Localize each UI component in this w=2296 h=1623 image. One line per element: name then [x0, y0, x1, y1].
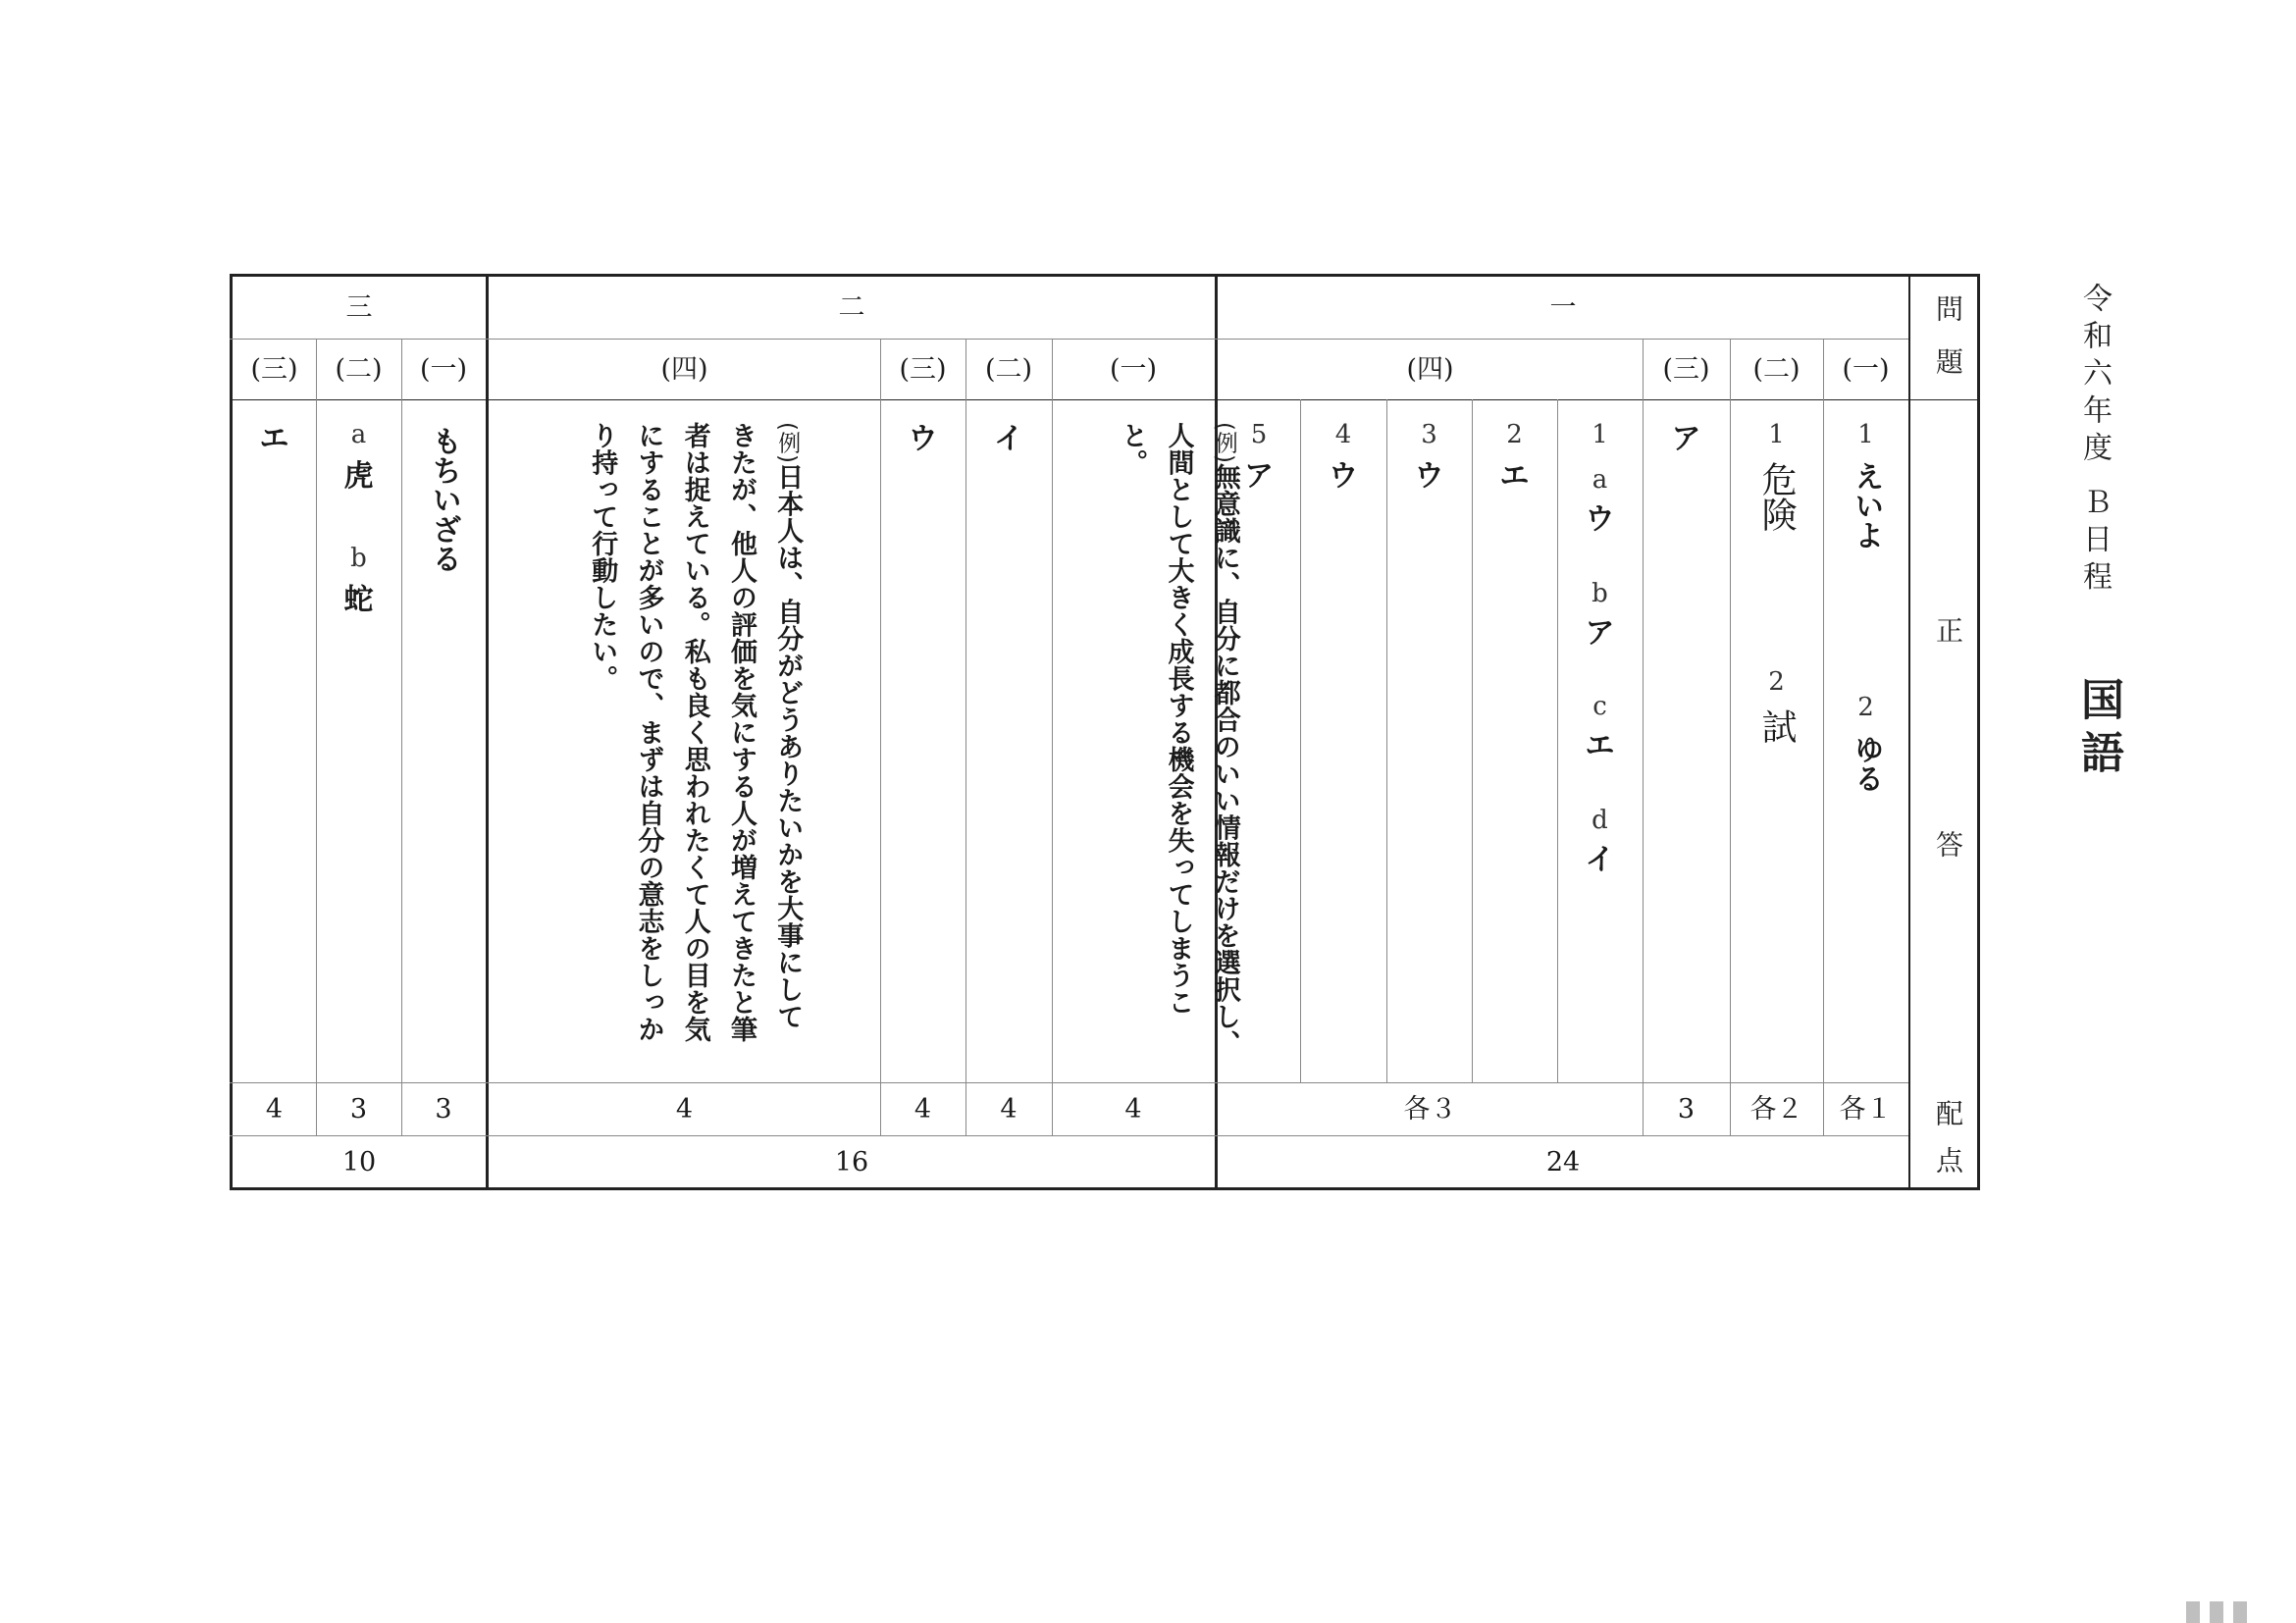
answer-text: ウ [1329, 459, 1358, 494]
divider-san-ni [486, 274, 489, 1190]
answer-text: エ [1585, 729, 1615, 763]
section-header-san: 三 [345, 292, 373, 323]
answer-ichi-3 [1643, 410, 1730, 1079]
answer-text: えいよ [1849, 461, 1884, 550]
exam-title: 令和六年度 Ｂ日程 [2077, 283, 2112, 599]
subheader-ichi-4: (四) [1406, 354, 1454, 385]
subheader-ni-1: (一) [1109, 354, 1158, 385]
section-header-ni: 二 [838, 292, 865, 323]
answer-san-2 [316, 410, 401, 1079]
item-label: 2 [1857, 693, 1874, 722]
answer-text: 試 [1756, 708, 1798, 744]
points-ni-3: 4 [913, 1094, 932, 1125]
essay-line: 日本人は、自分がどうありたいかを大事にして [772, 463, 804, 1030]
answer-text: 蛇 [343, 582, 374, 617]
total-san: 10 [341, 1146, 377, 1178]
answer-ni-2 [965, 410, 1052, 1079]
points-ni-1: 4 [1124, 1094, 1142, 1125]
answer-ichi-4-1 [1557, 410, 1643, 1079]
answer-text: ア [1244, 459, 1274, 494]
answer-text: エ [259, 422, 289, 456]
answer-text: イ [1585, 842, 1615, 877]
row-line-subheaders [230, 399, 1980, 400]
example-marker: (例) [1211, 422, 1237, 464]
item-label: a [1592, 465, 1608, 495]
points-ichi-2: 各２ [1749, 1094, 1803, 1125]
points-san-3: 4 [265, 1094, 284, 1125]
label-mondai: 問題 [1932, 294, 1964, 400]
subheader-ni-4: (四) [660, 354, 708, 385]
answer-text: 危険 [1756, 461, 1798, 532]
answer-ni-3 [880, 410, 965, 1079]
item-label: c [1592, 692, 1607, 721]
item-label: 5 [1250, 420, 1268, 449]
subheader-ni-3: (三) [899, 354, 947, 385]
points-san-1: 3 [435, 1094, 452, 1125]
page-mark [2233, 1601, 2247, 1623]
subheader-ichi-1: (一) [1842, 354, 1890, 385]
points-ni-4: 4 [675, 1094, 694, 1125]
label-haiten: 配点 [1932, 1099, 1964, 1193]
col-line [1052, 339, 1053, 1135]
label-seitou: 正答 [1932, 616, 1964, 1044]
answer-text: ウ [1585, 502, 1615, 537]
answer-text: 虎 [343, 459, 374, 494]
answer-text: ア [1671, 422, 1701, 456]
essay-line: 人間として大きく成長する機会を失ってしまうこ [1163, 422, 1194, 1016]
answer-ni-4 [579, 422, 810, 1070]
answer-ichi-1 [1823, 410, 1908, 1079]
answer-ichi-2 [1730, 410, 1823, 1079]
answer-ni-1 [1109, 422, 1248, 1070]
answer-san-3 [233, 410, 316, 1079]
answer-text: ウ [1414, 459, 1444, 494]
item-label: d [1592, 805, 1608, 835]
points-ichi-3: 3 [1677, 1094, 1696, 1125]
answer-text: ウ [908, 422, 938, 456]
subject-title: 国語 [2073, 677, 2123, 783]
subheader-ichi-3: (三) [1662, 354, 1710, 385]
essay-line: 者は捉えている。私も良く思われたくて人の目を気 [679, 422, 710, 1043]
table-border-bottom [230, 1187, 1980, 1190]
answer-text: ア [1585, 615, 1615, 651]
points-san-2: 3 [349, 1094, 368, 1125]
answer-text: イ [994, 422, 1023, 456]
essay-line: と。 [1117, 422, 1148, 476]
example-marker: (例) [774, 422, 801, 464]
total-ichi: 24 [1545, 1146, 1581, 1178]
page-mark [2210, 1601, 2223, 1623]
answer-ichi-4-4 [1300, 410, 1386, 1079]
total-ni: 16 [834, 1146, 869, 1178]
answer-text: ゆる [1849, 734, 1884, 793]
section-header-ichi: 一 [1549, 292, 1577, 323]
answer-text: もちいざる [426, 426, 461, 573]
subheader-san-1: (一) [419, 354, 468, 385]
essay-line: 無意識に、自分に都合のいい情報だけを選択し、 [1209, 463, 1240, 1058]
points-ichi-4: 各３ [1403, 1094, 1457, 1125]
item-label: 4 [1334, 420, 1352, 449]
points-ni-2: 4 [1000, 1094, 1018, 1125]
subheader-san-2: (二) [335, 354, 383, 385]
table-border-right [1977, 274, 1980, 1190]
answer-ichi-4-2 [1472, 410, 1557, 1079]
item-label: 1 [1857, 420, 1874, 449]
item-label: b [350, 543, 367, 573]
essay-line: きたが、他人の評価を気にする人が増えてきたと筆 [726, 422, 757, 1043]
essay-line: り持って行動したい。 [587, 422, 618, 692]
essay-line: にすることが多いので、まずは自分の意志をしっか [633, 422, 664, 1043]
subheader-ni-2: (二) [984, 354, 1033, 385]
item-label: 2 [1506, 420, 1523, 449]
item-label: 3 [1421, 420, 1437, 449]
item-label: 1 [1768, 420, 1785, 449]
divider-header-column [1908, 274, 1910, 1190]
item-label: 2 [1768, 667, 1785, 697]
item-label: 1 [1592, 420, 1608, 449]
item-label: a [350, 420, 367, 449]
answer-ichi-4-3 [1386, 410, 1472, 1079]
subheader-ichi-2: (二) [1752, 354, 1800, 385]
points-ichi-1: 各１ [1839, 1094, 1893, 1125]
item-label: b [1592, 578, 1608, 608]
answer-san-1 [401, 410, 486, 1079]
subheader-san-3: (三) [250, 354, 298, 385]
answer-text: エ [1499, 459, 1530, 494]
page-mark [2186, 1601, 2200, 1623]
